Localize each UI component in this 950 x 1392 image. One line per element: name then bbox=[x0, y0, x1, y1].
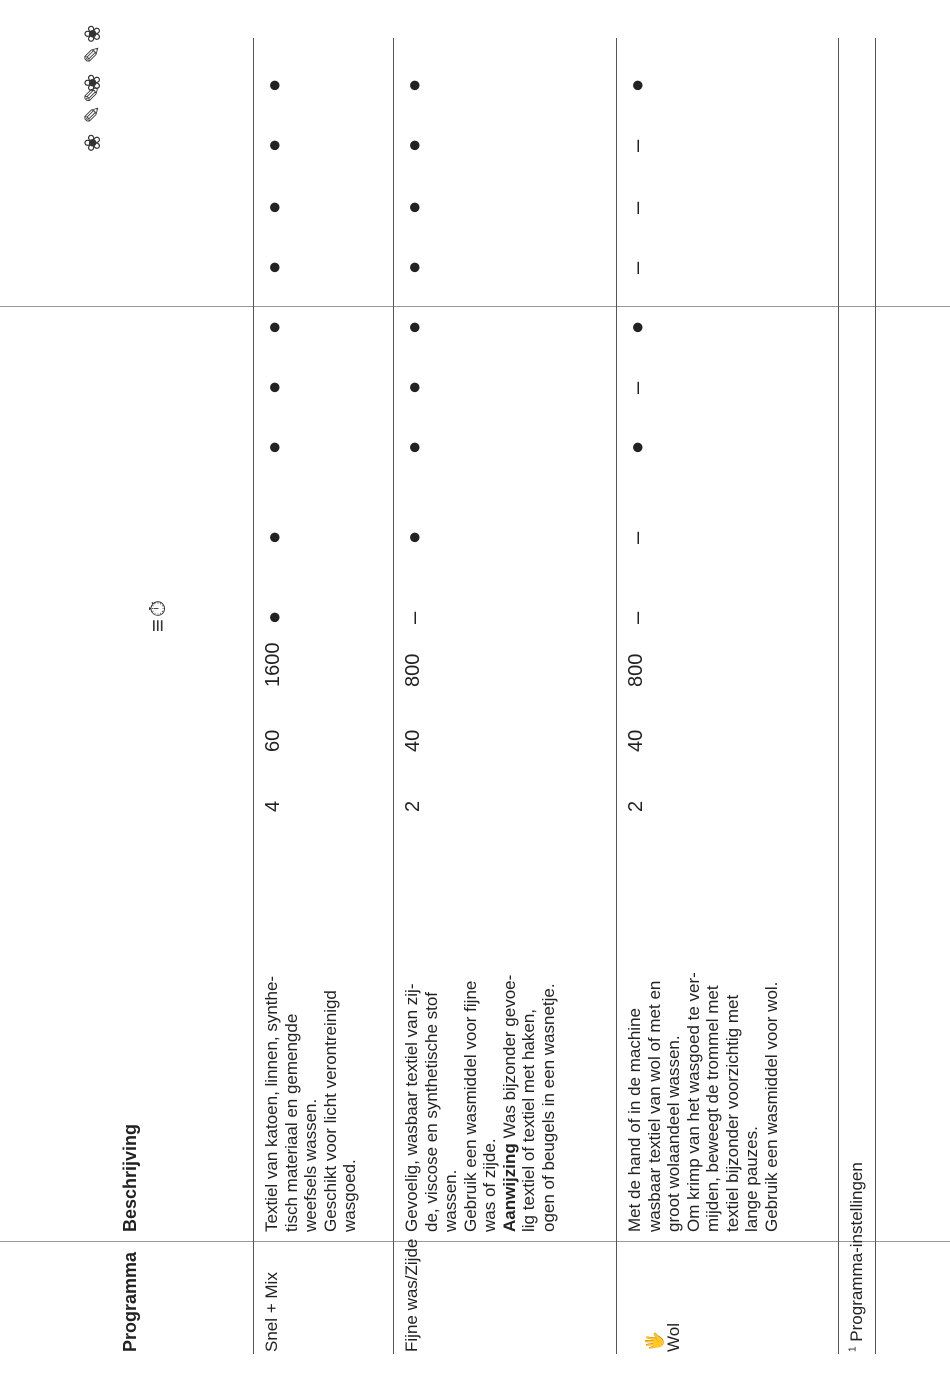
row-rule bbox=[253, 38, 254, 1354]
option-mark: ● bbox=[261, 260, 286, 274]
program-description bbox=[402, 942, 558, 1232]
option-mark: ● bbox=[261, 320, 286, 334]
program-description-text: Gevoelig, wasbaar textiel van zij- de, viscose en synthetische stof wassen. Gebruik een wasmiddel voor fijne was of zijde. bbox=[402, 980, 499, 1232]
option-mark: – bbox=[624, 139, 649, 152]
option-mark: ● bbox=[401, 138, 426, 152]
option-mark: – bbox=[624, 201, 649, 214]
program-name bbox=[625, 1323, 684, 1352]
header-programma: Programma bbox=[120, 1251, 140, 1352]
option-mark: – bbox=[624, 611, 649, 624]
footnote bbox=[847, 1162, 867, 1352]
option-mark: ● bbox=[261, 380, 286, 394]
option-mark: ● bbox=[261, 200, 286, 214]
option-mark: – bbox=[624, 261, 649, 274]
option-mark: – bbox=[624, 531, 649, 544]
option-mark: ● bbox=[624, 78, 649, 92]
footnote-text: Programma-instellingen bbox=[847, 1162, 866, 1342]
option-mark: ● bbox=[401, 78, 426, 92]
program-name-text: Wol bbox=[664, 1323, 683, 1352]
load-kg: 2 bbox=[625, 800, 647, 812]
option-mark: ● bbox=[401, 530, 426, 544]
option-mark: ● bbox=[624, 440, 649, 454]
program-description: Met de hand of in de machine wasbaar textiel van wol of met en groot wolaandeel wassen. Om krimp van het wasgoed te ver- mijden, beweegt de trommel met textiel bijzonder voorzichtig met lange pauzes. Gebruik een wasmiddel voor wol. bbox=[625, 972, 781, 1232]
option-mark: ● bbox=[261, 440, 286, 454]
option-mark: – bbox=[624, 381, 649, 394]
program-name: Snel + Mix bbox=[262, 1272, 281, 1352]
option-mark: ● bbox=[261, 78, 286, 92]
note bbox=[500, 942, 559, 1232]
hand-wash-icon: 🖐 bbox=[644, 1330, 664, 1352]
option-mark: ● bbox=[401, 380, 426, 394]
spin-rpm: 1600 bbox=[262, 642, 284, 687]
option-mark: ● bbox=[261, 530, 286, 544]
option-mark: ● bbox=[401, 260, 426, 274]
option-mark: ● bbox=[401, 440, 426, 454]
row-rule bbox=[838, 38, 839, 1354]
spin-rpm: 800 bbox=[625, 653, 647, 687]
program-description: Textiel van katoen, linnen, synthe- tisch materiaal en gemengde weefsels wassen. Geschikt voor licht verontreinigd wasgoed. bbox=[262, 975, 359, 1232]
option-mark: ● bbox=[401, 320, 426, 334]
column-divider bbox=[0, 1241, 950, 1242]
column-divider bbox=[0, 306, 950, 307]
option-mark: ● bbox=[624, 320, 649, 334]
header-beschrijving: Beschrijving bbox=[120, 1123, 140, 1232]
extra-rinse-icon: ❀ ✎✎ bbox=[80, 82, 105, 152]
program-name: Fijne was/Zijde bbox=[402, 1238, 421, 1352]
option-mark: ● bbox=[261, 138, 286, 152]
note-label: Aanwijzing bbox=[499, 1143, 519, 1232]
option-mark: ● bbox=[401, 200, 426, 214]
quick-wash-icon: ≡⏱ bbox=[145, 598, 170, 632]
note-text: Was bijzonder gevoe- lig textiel of textiel met haken, ogen of beugels in een wasnetje. bbox=[499, 974, 558, 1232]
load-kg: 2 bbox=[402, 800, 424, 812]
row-rule bbox=[616, 38, 617, 1354]
row-rule bbox=[393, 38, 394, 1354]
load-kg: 4 bbox=[262, 800, 284, 812]
max-temp: 40 bbox=[402, 729, 424, 752]
max-temp: 60 bbox=[262, 729, 284, 752]
option-mark: – bbox=[401, 611, 426, 624]
max-temp: 40 bbox=[625, 729, 647, 752]
row-rule bbox=[875, 38, 876, 1354]
spin-rpm: 800 bbox=[402, 653, 424, 687]
softener-icon: ❀ ✎❀ bbox=[80, 22, 105, 92]
option-mark: ● bbox=[261, 610, 286, 624]
footnote-number: 1 bbox=[847, 1346, 859, 1352]
